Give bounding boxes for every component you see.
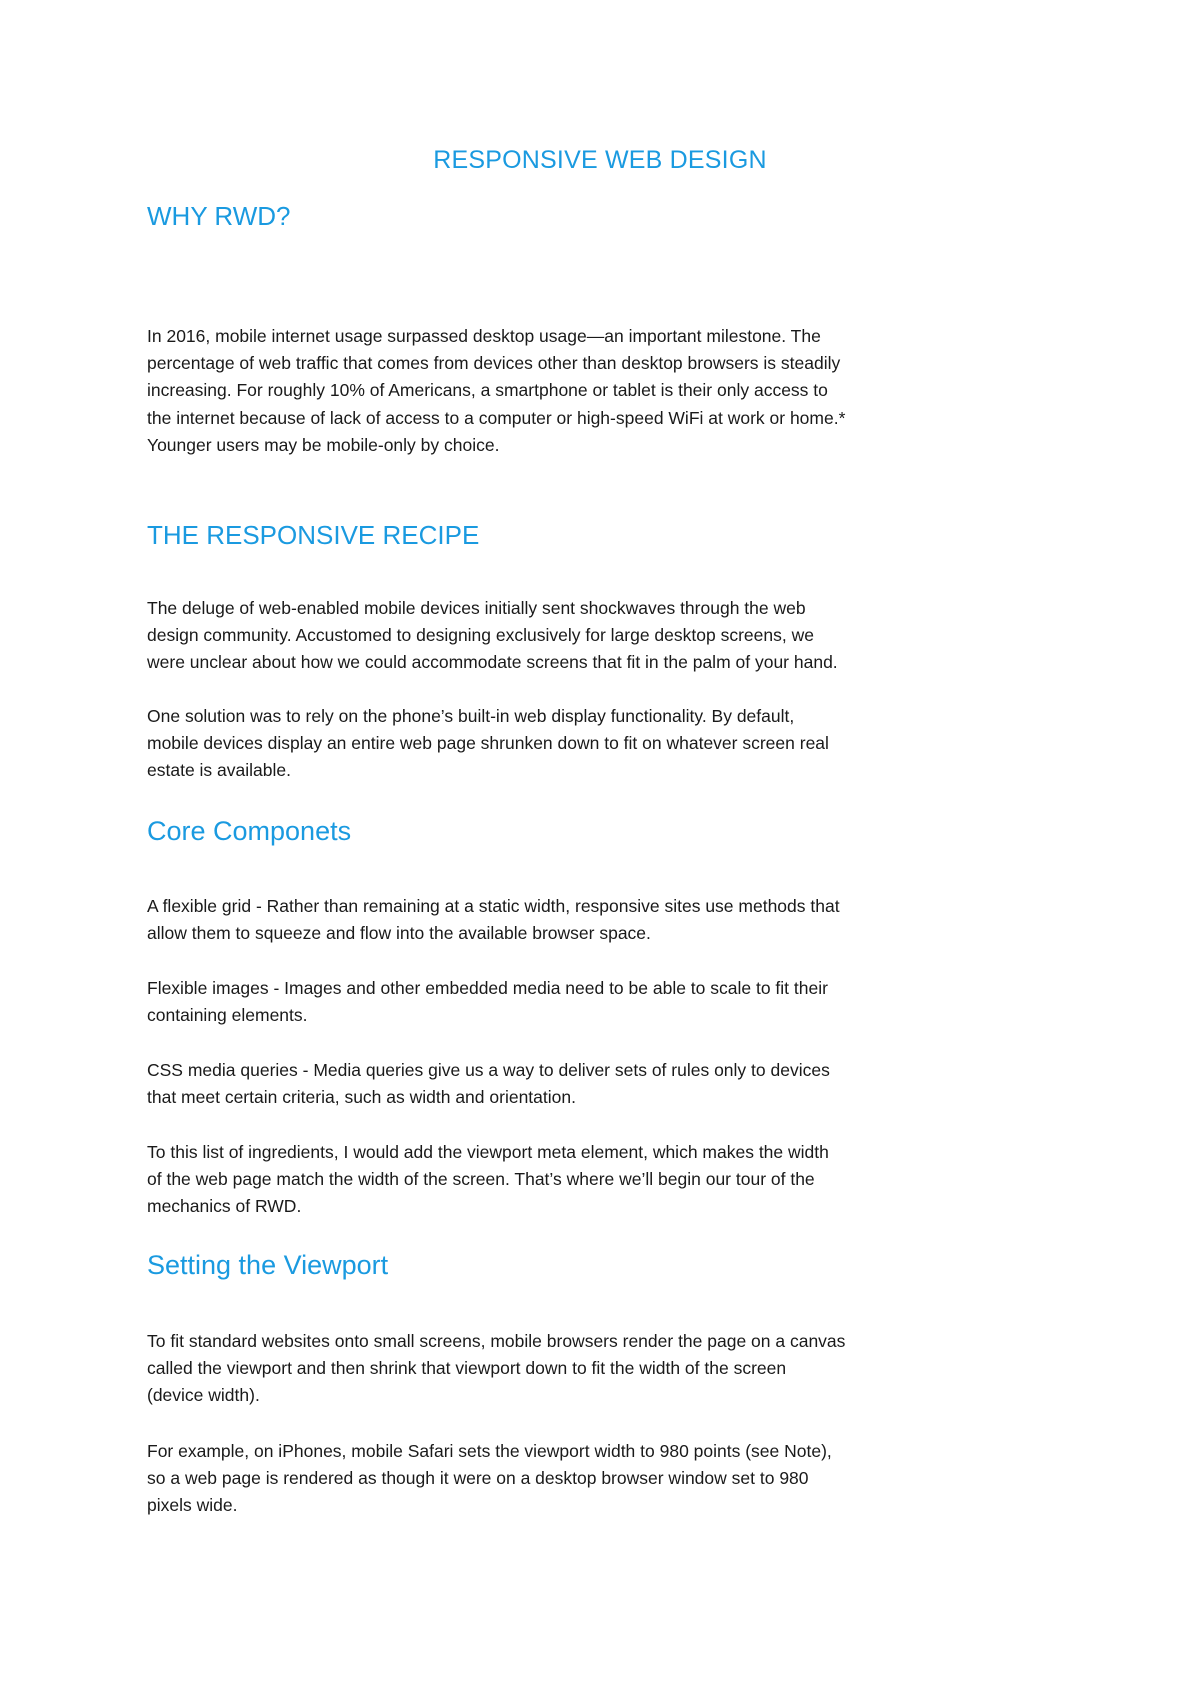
heading-responsive-recipe: THE RESPONSIVE RECIPE [147,520,480,550]
heading-why-rwd: WHY RWD? [147,201,291,231]
paragraph-core-flexible-grid: A flexible grid - Rather than remaining at a static width, responsive sites use methods that allow them to squeeze and flow into the available browser space. [147,896,840,944]
paragraph-recipe-1: The deluge of web-enabled mobile devices initially sent shockwaves through the web design community. Accustomed to designing exclusively for large desktop screens, we were unclear about how we could accommodate screens that fit in the palm of your hand. [147,598,838,673]
paragraph-core-media-queries: CSS media queries - Media queries give us a way to deliver sets of rules only to devices that meet certain criteria, such as width and orientation. [147,1060,830,1108]
heading-setting-viewport: Setting the Viewport [147,1250,389,1280]
paragraph-core-flexible-images: Flexible images - Images and other embedded media need to be able to scale to fit their containing elements. [147,978,828,1026]
document-title: RESPONSIVE WEB DESIGN [433,146,767,174]
paragraph-why-rwd-1: In 2016, mobile internet usage surpassed desktop usage—an important milestone. The percentage of web traffic that comes from devices other than desktop browsers is steadily increasing. For roughly 10% of Americans, a smartphone or tablet is their only access to the internet because of lack of access to a computer or high-speed WiFi at work or home.* Younger users may be mobile-only by choice. [147,326,846,455]
paragraph-viewport-1: To fit standard websites onto small screens, mobile browsers render the page on a canvas called the viewport and then shrink that viewport down to fit the width of the screen (device width). [147,1331,846,1406]
heading-core-components: Core Componets [147,816,352,846]
paragraph-core-viewport-meta: To this list of ingredients, I would add the viewport meta element, which makes the width of the web page match the width of the screen. That’s where we’ll begin our tour of the mechanics of RWD. [147,1142,829,1217]
paragraph-recipe-2: One solution was to rely on the phone’s built-in web display functionality. By default, mobile devices display an entire web page shrunken down to fit on whatever screen real estate is available. [147,706,829,781]
paragraph-viewport-2: For example, on iPhones, mobile Safari sets the viewport width to 980 points (see Note), so a web page is rendered as though it were on a desktop browser window set to 980 pixels wide. [147,1441,832,1516]
